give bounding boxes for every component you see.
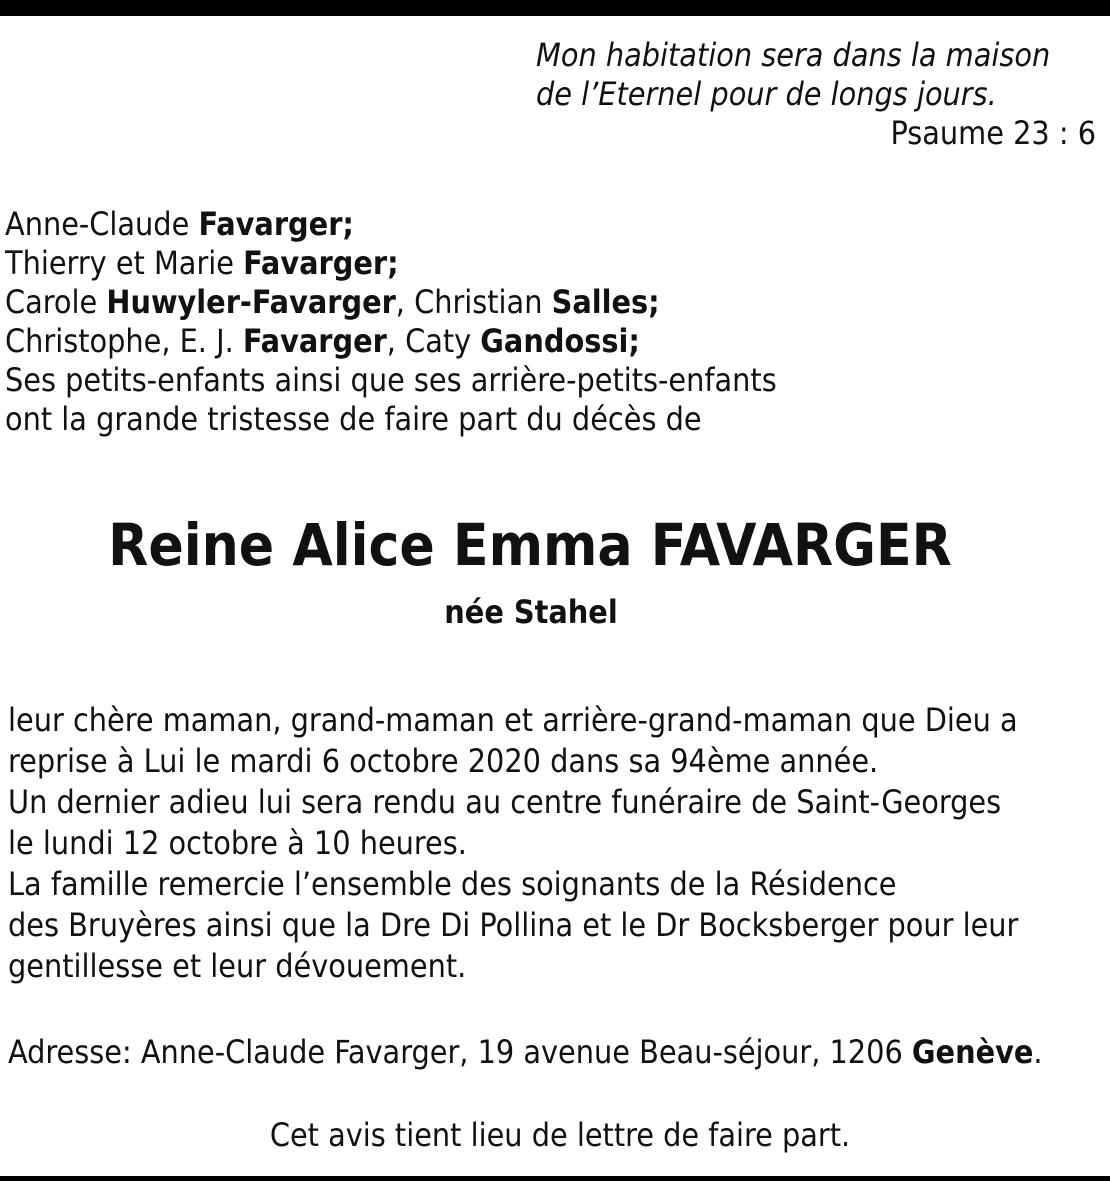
- quote-line: Mon habitation sera dans la maison: [536, 36, 1051, 74]
- family-surname: Favarger;: [198, 205, 354, 243]
- body-line: La famille remercie l’ensemble des soignants de la Résidence: [8, 865, 897, 903]
- deceased-name: Reine Alice Emma FAVARGER: [108, 511, 952, 579]
- body-line: gentillesse et leur dévouement.: [8, 947, 467, 985]
- top-rule: [0, 0, 1110, 16]
- family-line: [5, 205, 777, 244]
- body-line: reprise à Lui le mardi 6 octobre 2020 dans sa 94ème année.: [8, 742, 879, 780]
- family-line: [5, 244, 777, 283]
- quote-source: Psaume 23 : 6: [890, 114, 1096, 152]
- family-first-names: Anne-Claude: [5, 205, 199, 243]
- address-period: .: [1033, 1033, 1043, 1071]
- family-line: [5, 322, 777, 361]
- family-surname: Favarger;: [243, 244, 399, 282]
- body-line: leur chère maman, grand-maman et arrière-grand-maman que Dieu a: [8, 701, 1018, 739]
- address-line: [8, 1030, 1043, 1074]
- family-line: ont la grande tristesse de faire part du décès de: [5, 400, 702, 438]
- family-surname: Huwyler-Favarger: [106, 283, 396, 321]
- address-city: Genève: [911, 1033, 1034, 1071]
- family-surname: Gandossi;: [480, 322, 640, 360]
- family-first-names: , Christian: [395, 283, 552, 321]
- family-surname: Salles;: [551, 283, 660, 321]
- epigraph-quote: [536, 36, 1096, 153]
- maiden-name: née Stahel: [444, 593, 618, 631]
- address-text: Adresse: Anne-Claude Favarger, 19 avenue Beau-séjour, 1206: [8, 1033, 912, 1071]
- announcement-body: [8, 700, 1018, 987]
- body-line: le lundi 12 octobre à 10 heures.: [8, 824, 467, 862]
- family-first-names: Thierry et Marie: [5, 244, 244, 282]
- closing-note: Cet avis tient lieu de lettre de faire part.: [269, 1116, 851, 1154]
- family-first-names: , Caty: [386, 322, 481, 360]
- family-list: [5, 205, 777, 439]
- body-line: Un dernier adieu lui sera rendu au centre funéraire de Saint-Georges: [8, 783, 1002, 821]
- body-line: des Bruyères ainsi que la Dre Di Pollina et le Dr Bocksberger pour leur: [8, 906, 1019, 944]
- family-line: Ses petits-enfants ainsi que ses arrière-petits-enfants: [5, 361, 777, 399]
- family-surname: Favarger: [242, 322, 387, 360]
- family-line: [5, 283, 777, 322]
- family-first-names: Christophe, E. J.: [5, 322, 243, 360]
- bottom-rule: [0, 1176, 1110, 1181]
- quote-line: de l’Eternel pour de longs jours.: [536, 75, 997, 113]
- family-first-names: Carole: [5, 283, 107, 321]
